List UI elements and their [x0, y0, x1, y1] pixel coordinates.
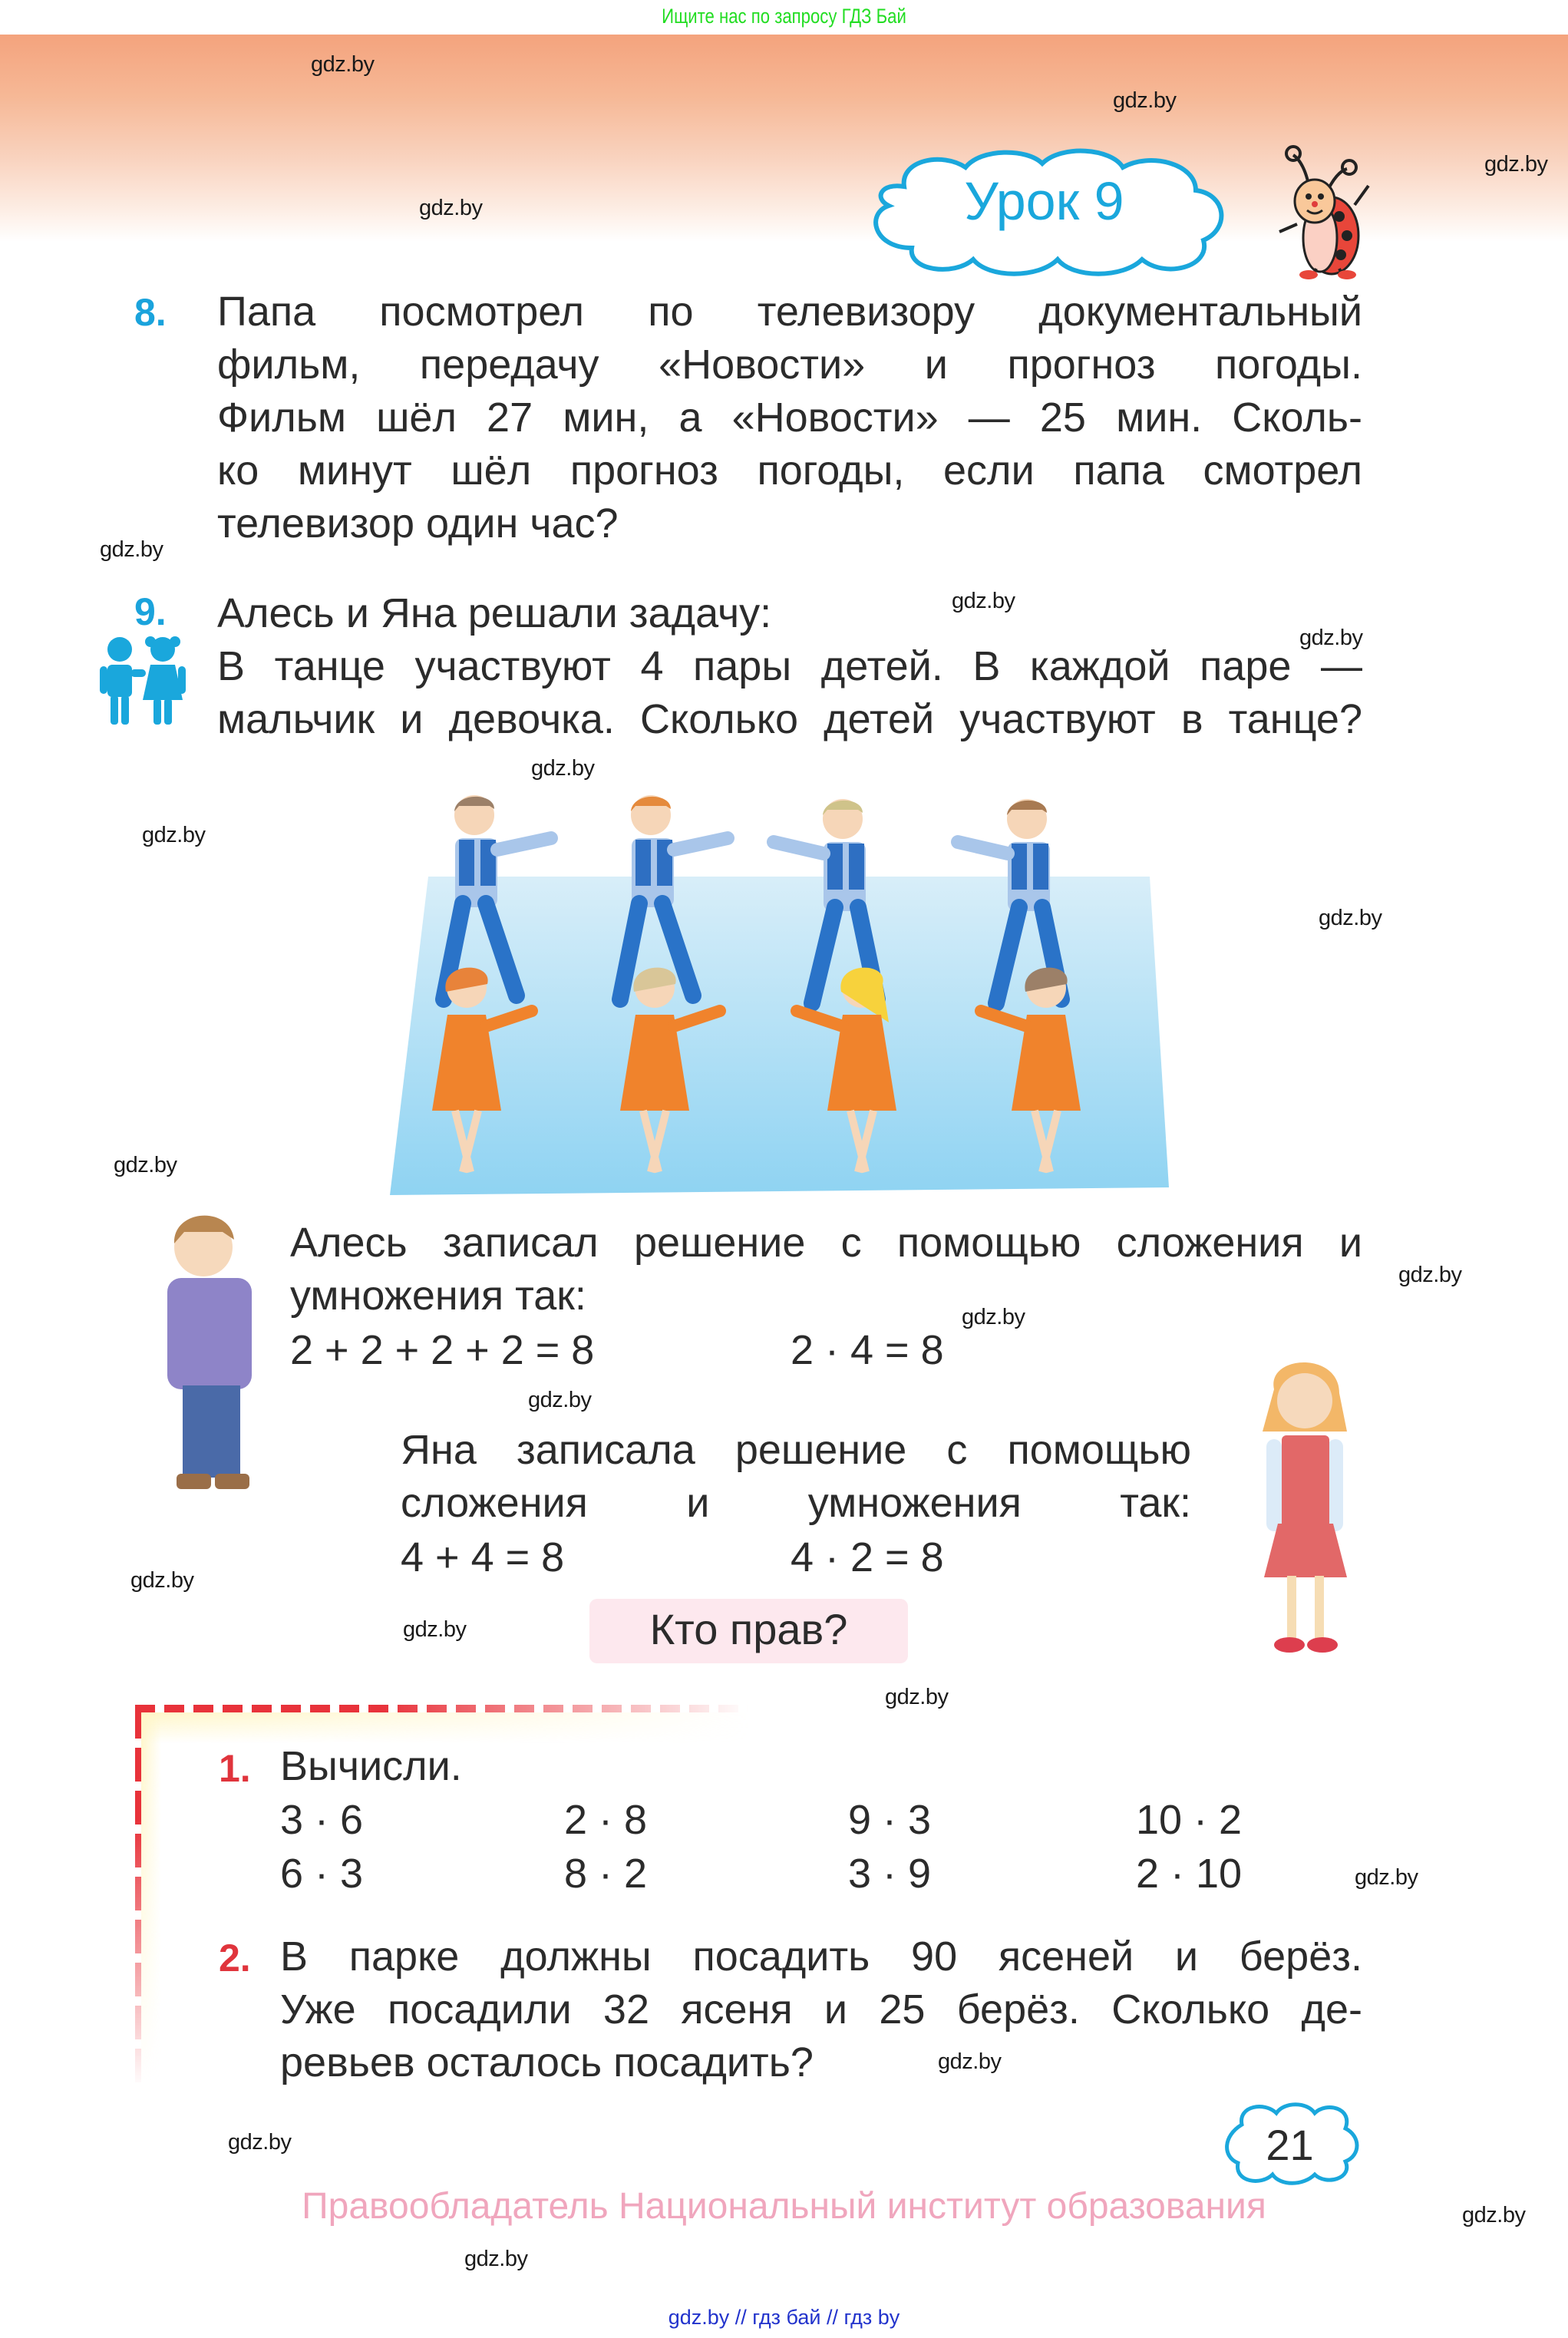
watermark: gdz.by — [142, 823, 206, 847]
ales-text — [290, 1217, 1362, 1323]
watermark: gdz.by — [311, 52, 375, 77]
ales-line: Алесь записал решение с помощью сложения и — [290, 1220, 1362, 1266]
watermark: gdz.by — [100, 537, 163, 562]
yana-line: сложения и умножения так: — [401, 1480, 1191, 1526]
watermark: gdz.by — [1299, 626, 1363, 650]
task8-line: ко минут шёл прогноз погоды, если папа смотрел — [217, 447, 1362, 494]
dashed-frame-top — [135, 1705, 749, 1712]
watermark: gdz.by — [403, 1617, 467, 1642]
watermark: gdz.by — [1462, 2203, 1526, 2227]
yana-text — [401, 1424, 1191, 1530]
watermark: gdz.by — [531, 756, 595, 781]
watermark: gdz.by — [1398, 1263, 1462, 1287]
boy-ales-illustration — [146, 1201, 269, 1493]
task8-text — [217, 286, 1362, 550]
dashed-frame-left — [135, 1705, 141, 2089]
exercise2-text — [280, 1930, 1362, 2089]
watermark: gdz.by — [885, 1685, 949, 1709]
exercise2-line: В парке должны посадить 90 ясеней и берёз. — [280, 1933, 1362, 1980]
top-banner: Ищите нас по запросу ГДЗ Бай — [662, 5, 906, 28]
exercise1-cell: 2 · 10 — [1136, 1851, 1243, 1897]
watermark: gdz.by — [114, 1153, 177, 1177]
watermark: gdz.by — [1355, 1865, 1418, 1890]
watermark: gdz.by — [419, 196, 483, 220]
exercise1-title: Вычисли. — [280, 1743, 462, 1789]
ladybug-mascot-icon — [1270, 140, 1378, 279]
boy-girl-pair-icon — [97, 636, 190, 726]
copyright-notice: Правообладатель Национальный институт образования — [302, 2186, 1266, 2227]
exercise-number: 1. — [219, 1747, 251, 1790]
lesson-title: Урок 9 — [964, 171, 1124, 231]
ales-product-equation: 2 · 4 = 8 — [791, 1327, 944, 1373]
ales-sum-equation: 2 + 2 + 2 + 2 = 8 — [290, 1327, 595, 1373]
task9-text — [217, 587, 1362, 746]
task8-line: телевизор один час? — [217, 500, 619, 547]
watermark: gdz.by — [1319, 906, 1382, 930]
exercise1-cell: 6 · 3 — [280, 1851, 364, 1897]
yana-line: Яна записала решение с помощью — [401, 1427, 1191, 1473]
task8-line: фильм, передачу «Новости» и прогноз погоды. — [217, 342, 1362, 388]
task8-line: Фильм шёл 27 мин, а «Новости» — 25 мин. Сколь- — [217, 395, 1362, 441]
exercise1-cell: 9 · 3 — [848, 1797, 932, 1843]
task-number: 8. — [134, 291, 167, 334]
watermark: gdz.by — [228, 2130, 292, 2155]
frame-glow — [135, 1712, 749, 1743]
task9-line: Алесь и Яна решали задачу: — [217, 590, 772, 636]
yana-sum-equation: 4 + 4 = 8 — [401, 1534, 565, 1580]
exercise1-cell: 8 · 2 — [564, 1851, 648, 1897]
watermark: gdz.by — [938, 2049, 1002, 2074]
watermark: gdz.by — [1484, 152, 1548, 177]
dancing-pairs-illustration — [367, 777, 1169, 1195]
exercise1-cell: 10 · 2 — [1136, 1797, 1243, 1843]
frame-glow — [141, 1712, 161, 2081]
page-number: 21 — [1266, 2121, 1314, 2169]
task-number: 9. — [134, 590, 167, 633]
watermark: gdz.by — [952, 589, 1015, 613]
footer-links[interactable]: gdz.by // гдз бай // гдз by — [668, 2306, 900, 2329]
task9-line: В танце участвуют 4 пары детей. В каждой паре — — [217, 643, 1362, 689]
task9-line: мальчик и девочка. Сколько детей участвуют в танце? — [217, 696, 1362, 742]
exercise-number: 2. — [219, 1937, 251, 1980]
exercise1-cell: 2 · 8 — [564, 1797, 648, 1843]
watermark: gdz.by — [1113, 88, 1177, 113]
exercise2-line: Уже посадили 32 ясеня и 25 берёз. Сколько де- — [280, 1986, 1362, 2033]
exercise2-line: ревьев осталось посадить? — [280, 2039, 814, 2085]
girl-yana-illustration — [1240, 1347, 1370, 1658]
watermark: gdz.by — [962, 1305, 1025, 1329]
watermark: gdz.by — [528, 1388, 592, 1412]
watermark: gdz.by — [464, 2247, 528, 2271]
ales-line: умножения так: — [290, 1273, 586, 1319]
exercise1-cell: 3 · 6 — [280, 1797, 364, 1843]
yana-product-equation: 4 · 2 = 8 — [791, 1534, 944, 1580]
exercise1-cell: 3 · 9 — [848, 1851, 932, 1897]
question-label: Кто прав? — [649, 1605, 848, 1653]
watermark: gdz.by — [130, 1568, 194, 1593]
task8-line: Папа посмотрел по телевизору документальный — [217, 289, 1362, 335]
